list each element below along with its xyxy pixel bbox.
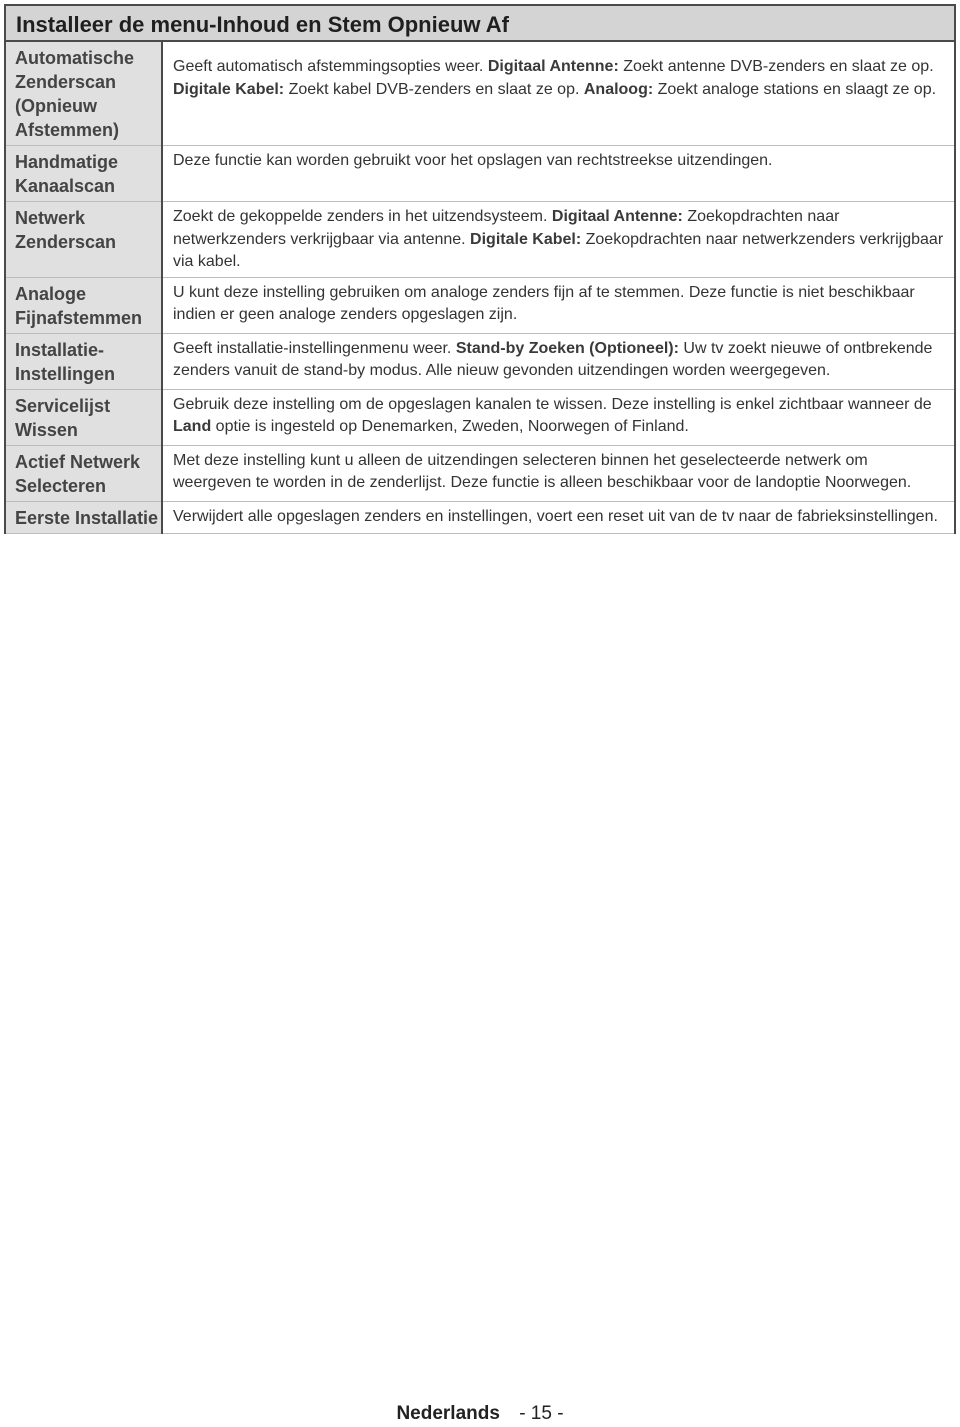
description-text: Zoekt kabel DVB-zenders en slaat ze op. [284, 80, 584, 98]
setting-name: Eerste Installatie [5, 501, 162, 533]
setting-description [162, 333, 955, 389]
setting-description [162, 389, 955, 445]
description-text: Deze functie kan worden gebruikt voor het opslagen van rechtstreekse uitzendingen. [173, 152, 773, 169]
footer-language: Nederlands [396, 1403, 500, 1424]
table-row [5, 445, 955, 501]
description-text: U kunt deze instelling gebruiken om analoge zenders fijn af te stemmen. Deze functie is niet beschikbaar indien er geen analoge zenders opgeslagen zijn. [173, 283, 915, 323]
setting-name: Handmatige Kanaalscan [5, 146, 162, 202]
setting-name: Netwerk Zenderscan [5, 202, 162, 278]
setting-description [162, 202, 955, 278]
description-text: Zoekt analoge stations en slaagt ze op. [653, 80, 937, 98]
table-row [5, 146, 955, 202]
description-text: Geeft automatisch afstemmingsopties weer. [173, 58, 488, 75]
description-keyword: Digitaal Antenne: [487, 58, 619, 75]
description-text: Zoekt de gekoppelde zenders in het uitzendsysteem. [173, 208, 552, 225]
description-text: optie is ingesteld op Denemarken, Zweden, Noorwegen of Finland. [211, 418, 689, 435]
table-header-row [5, 5, 955, 41]
description-text: Uw tv zoekt nieuwe of ontbrekende zenders vanuit de stand-by modus. Alle nieuw gevonden uitzendingen worden weergegeven. [173, 339, 933, 379]
description-keyword: Analoog: [583, 80, 654, 98]
description-keyword: Stand-by Zoeken (Optioneel): [455, 339, 679, 357]
page-footer [0, 1403, 960, 1425]
setting-name: Actief Netwerk Selecteren [5, 445, 162, 501]
description-text: Verwijdert alle opgeslagen zenders en instellingen, voert een reset uit van de tv naar de fabrieksinstellingen. [173, 507, 938, 525]
description-keyword: Land [173, 418, 212, 435]
description-keyword: Digitaal Antenne: [551, 208, 683, 225]
description-text: Zoekopdrachten naar netwerkzenders verkrijgbaar via kabel. [173, 230, 944, 270]
description-text: Zoekopdrachten naar netwerkzenders verkrijgbaar via antenne. [173, 208, 840, 248]
table-row [5, 333, 955, 389]
description-keyword: Digitale Kabel: [470, 230, 582, 248]
table-row [5, 277, 955, 333]
description-text: Zoekt antenne DVB-zenders en slaat ze op. [618, 58, 934, 75]
installation-menu-table [4, 4, 956, 534]
table-row [5, 41, 955, 146]
table-row [5, 501, 955, 533]
setting-description [162, 41, 955, 146]
setting-name: Analoge Fijnafstemmen [5, 277, 162, 333]
table-title: Installeer de menu-Inhoud en Stem Opnieuw Af [5, 5, 955, 41]
description-keyword: Digitale Kabel: [173, 80, 285, 98]
page-number: - 15 - [519, 1403, 564, 1424]
table-row [5, 389, 955, 445]
setting-description [162, 445, 955, 501]
description-text: Gebruik deze instelling om de opgeslagen kanalen te wissen. Deze instelling is enkel zichtbaar wanneer de [173, 395, 932, 413]
setting-name: Installatie-Instellingen [5, 333, 162, 389]
setting-name: Automatische Zenderscan (Opnieuw Afstemmen) [5, 41, 162, 146]
setting-description [162, 146, 955, 202]
table-row [5, 202, 955, 278]
description-text: Geeft installatie-instellingenmenu weer. [173, 339, 456, 357]
description-text: Met deze instelling kunt u alleen de uitzendingen selecteren binnen het geselecteerde netwerk om weergeven te worden in de zenderlijst. Deze functie is alleen beschikbaar voor de landoptie Noorwegen. [173, 451, 912, 491]
setting-description [162, 501, 955, 533]
setting-name: Servicelijst Wissen [5, 389, 162, 445]
setting-description [162, 277, 955, 333]
